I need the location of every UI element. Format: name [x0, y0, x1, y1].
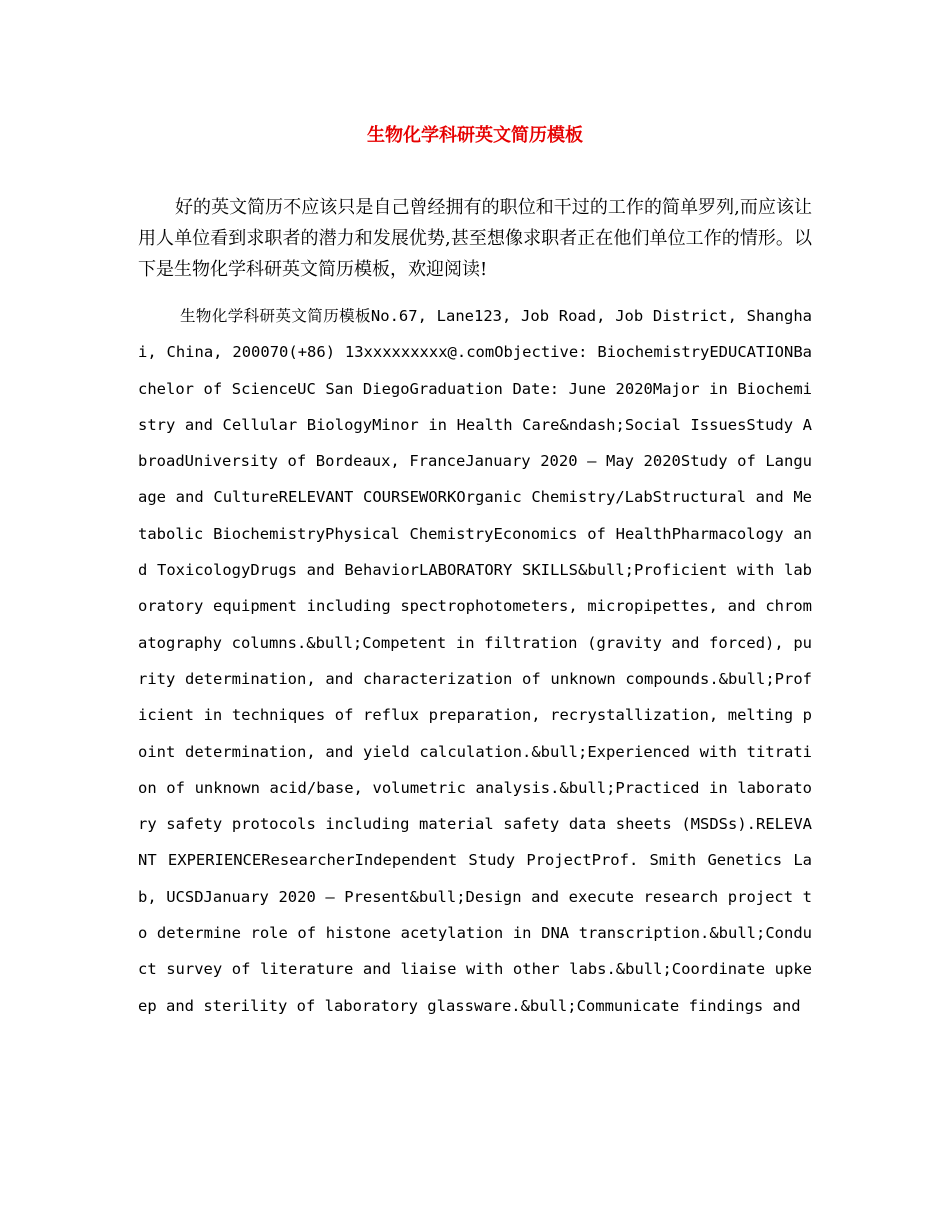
document-title: 生物化学科研英文简历模板 [367, 125, 583, 146]
intro-paragraph: 好的英文简历不应该只是自己曾经拥有的职位和干过的工作的简单罗列,而应该让用人单位看到求职者的潜力和发展优势,甚至想像求职者正在他们单位工作的情形。以下是生物化学科研英文简历模板，欢迎阅读! [138, 197, 812, 280]
resume-body-text: 生物化学科研英文简历模板No.67, Lane123, Job Road, Job District, Shanghai, China, 200070(+86) 13xxxxxxxxx@.comObjective: BiochemistryEDUCATIONBachelor of ScienceUC San DiegoGraduation Date: June 2020Major in Biochemistry and Cellular BiologyMinor in Health Care&ndash;Social IssuesStudy AbroadUniversity of Bordeaux, FranceJanuary 2020 – May 2020Study of Language and CultureRELEVANT COURSEWORKOrganic Chemistry/LabStructural and Metabolic BiochemistryPhysical ChemistryEconomics of HealthPharmacology and ToxicologyDrugs and BehaviorLABORATORY SKILLS&bull;Proficient with laboratory equipment including spectrophotometers, micropipettes, and chromatography columns.&bull;Competent in filtration (gravity and forced), purity determination, and characterization of unknown compounds.&bull;Proficient in techniques of reflux preparation, recrystallization, melting point determination, and yield calculation.&bull;Experienced with titration of unknown acid/base, volumetric analysis.&bull;Practiced in laboratory safety protocols including material safety data sheets (MSDSs).RELEVANT EXPERIENCEResearcherIndependent Study ProjectProf. Smith Genetics Lab, UCSDJanuary 2020 – Present&bull;Design and execute research project to determine role of histone acetylation in DNA transcription.&bull;Conduct survey of literature and liaise with other labs.&bull;Coordinate upkeep and sterility of laboratory glassware.&bull;Communicate findings and [138, 307, 812, 1015]
